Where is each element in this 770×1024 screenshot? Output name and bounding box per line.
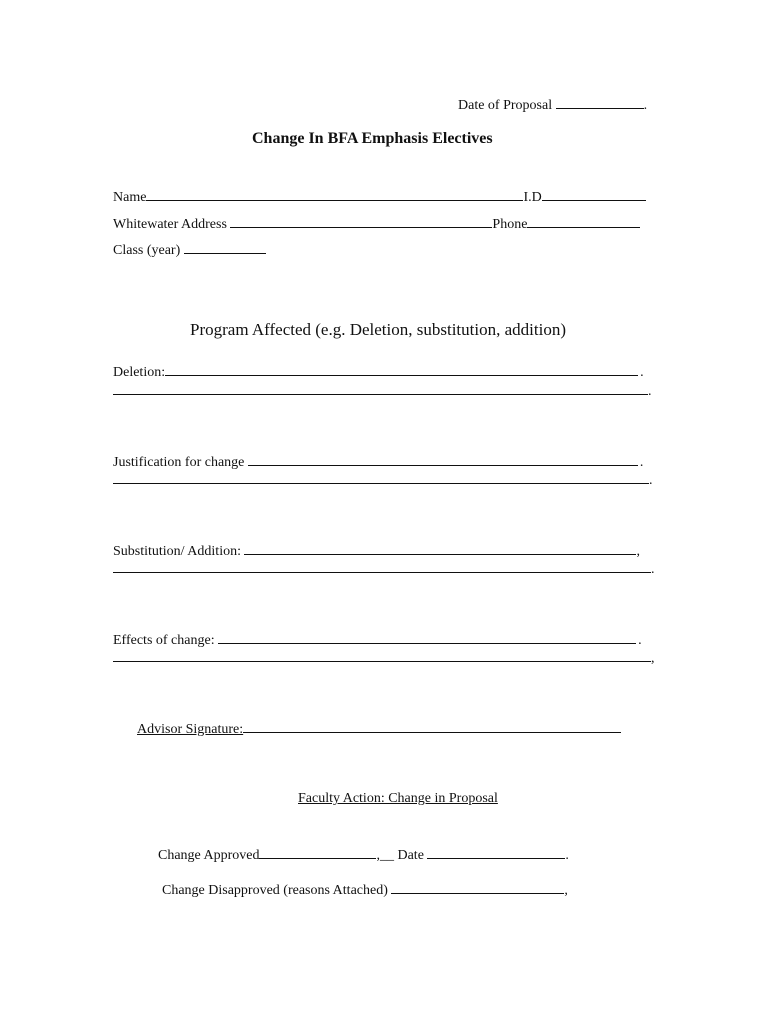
name-label: Name <box>113 190 147 205</box>
date-of-proposal-label: Date of Proposal <box>458 98 553 113</box>
id-label: I.D <box>523 190 542 205</box>
deletion-row-2 <box>113 380 652 401</box>
approved-date-label: Date <box>397 848 424 863</box>
disapproved-label: Change Disapproved (reasons Attached) <box>162 883 388 898</box>
form-title: Change In BFA Emphasis Electives <box>252 130 493 147</box>
justification-field-2[interactable] <box>113 469 649 484</box>
punct-period: . <box>649 473 653 488</box>
punct-comma: , <box>564 883 568 898</box>
effects-label: Effects of change: <box>113 633 215 648</box>
class-row <box>113 239 266 260</box>
punct-comma: , <box>376 848 380 863</box>
deletion-field-2[interactable] <box>113 380 648 395</box>
substitution-field-2[interactable] <box>113 558 651 573</box>
punct-dash: __ <box>379 848 394 863</box>
date-of-proposal-field[interactable] <box>556 94 644 109</box>
approved-label: Change Approved <box>158 848 260 863</box>
disapproved-field[interactable] <box>391 879 564 894</box>
effects-field-2[interactable] <box>113 647 651 662</box>
advisor-signature-label: Advisor Signature: <box>137 722 244 737</box>
punct-period: . <box>640 365 644 380</box>
class-field[interactable] <box>184 239 266 254</box>
punct-period: . <box>639 455 644 470</box>
phone-label: Phone <box>492 217 528 232</box>
date-of-proposal-row <box>458 94 647 115</box>
deletion-label: Deletion: <box>113 365 166 380</box>
address-field[interactable] <box>230 213 492 228</box>
deletion-row <box>113 361 644 382</box>
approved-field[interactable] <box>259 844 376 859</box>
phone-field[interactable] <box>527 213 640 228</box>
class-label: Class (year) <box>113 243 181 258</box>
address-label: Whitewater Address <box>113 217 227 232</box>
address-row <box>113 213 640 234</box>
name-row <box>113 186 646 207</box>
approved-row <box>158 844 569 865</box>
substitution-field[interactable] <box>244 540 636 555</box>
effects-field[interactable] <box>218 629 636 644</box>
effects-row-2 <box>113 647 655 668</box>
disapproved-row <box>162 879 568 900</box>
id-field[interactable] <box>542 186 646 201</box>
name-field[interactable] <box>146 186 523 201</box>
justification-field[interactable] <box>248 451 638 466</box>
advisor-signature-field[interactable] <box>243 718 621 733</box>
faculty-action-heading: Faculty Action: Change in Proposal <box>298 791 498 806</box>
justification-label: Justification for change <box>113 455 245 470</box>
punct-comma: , <box>651 651 655 666</box>
advisor-row <box>137 718 621 739</box>
punct-period: . <box>565 848 569 863</box>
deletion-field[interactable] <box>165 361 638 376</box>
program-affected-heading: Program Affected (e.g. Deletion, substitution, addition) <box>190 320 566 339</box>
punct-comma: , <box>636 544 640 559</box>
substitution-row-2 <box>113 558 655 579</box>
punct-period: . <box>651 562 655 577</box>
justification-row-2 <box>113 469 653 490</box>
punct-period: . <box>638 633 642 648</box>
approved-date-field[interactable] <box>427 844 565 859</box>
substitution-label: Substitution/ Addition: <box>113 544 241 559</box>
punct-period: . <box>643 98 648 113</box>
punct-period: . <box>648 384 652 399</box>
